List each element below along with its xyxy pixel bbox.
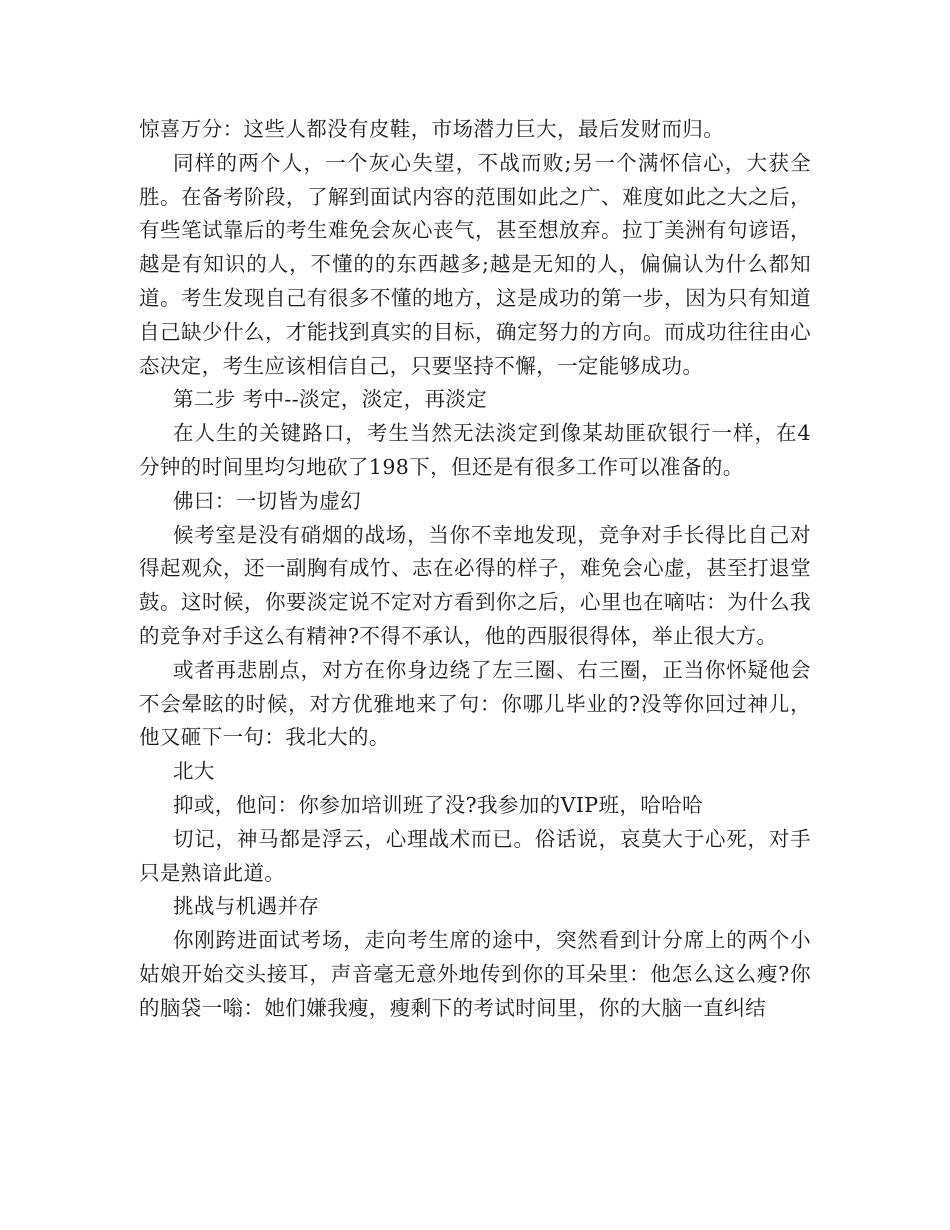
paragraph: 抑或，他问：你参加培训班了没?我参加的VIP班，哈哈哈 [173,792,703,817]
subheading: 佛曰：一切皆为虚幻 [173,488,362,513]
subheading: 挑战与机遇并存 [173,894,320,919]
paragraph: 你刚跨进面试考场，走向考生席的途中，突然看到计分席上的两个小姑娘开始交头接耳，声音毫无意外地传到你的耳朵里：他怎么这么瘦?你的脑袋一嗡：她们嫌我瘦，瘦剩下的考试时间里，你的大脑一直纠结 [139,928,811,1020]
document-body [139,113,811,1026]
paragraph: 或者再悲剧点，对方在你身边绕了左三圈、右三圈，正当你怀疑他会不会晕眩的时候，对方优雅地来了句：你哪儿毕业的?没等你回过神儿，他又砸下一句：我北大的。 [139,657,811,750]
paragraph: 北大 [173,759,215,784]
paragraph: 同样的两个人，一个灰心失望，不战而败;另一个满怀信心，大获全胜。在备考阶段，了解到面试内容的范围如此之广、难度如此之大之后，有些笔试靠后的考生难免会灰心丧气，甚至想放弃。拉丁美洲有句谚语，越是有知识的人，不懂的的东西越多;越是无知的人，偏偏认为什么都知道。考生发现自己有很多不懂的地方，这是成功的第一步，因为只有知道自己缺少什么，才能找到真实的目标，确定努力的方向。而成功往往由心态决定，考生应该相信自己，只要坚持不懈，一定能够成功。 [139,150,811,378]
section-heading: 第二步 考中--淡定，淡定，再淡定 [173,387,488,412]
paragraph: 惊喜万分：这些人都没有皮鞋，市场潜力巨大，最后发财而归。 [139,117,725,141]
paragraph: 切记，神马都是浮云，心理战术而已。俗话说，哀莫大于心死，对手只是熟谙此道。 [139,826,811,885]
paragraph: 在人生的关键路口，考生当然无法淡定到像某劫匪砍银行一样，在4分钟的时间里均匀地砍了198下，但还是有很多工作可以准备的。 [139,421,811,479]
paragraph: 候考室是没有硝烟的战场，当你不幸地发现，竞争对手长得比自己对得起观众，还一副胸有成竹、志在必得的样子，难免会心虚，甚至打退堂鼓。这时候，你要淡定说不定对方看到你之后，心里也在嘀咕：为什么我的竞争对手这么有精神?不得不承认，他的西服很得体，举止很大方。 [139,522,811,648]
